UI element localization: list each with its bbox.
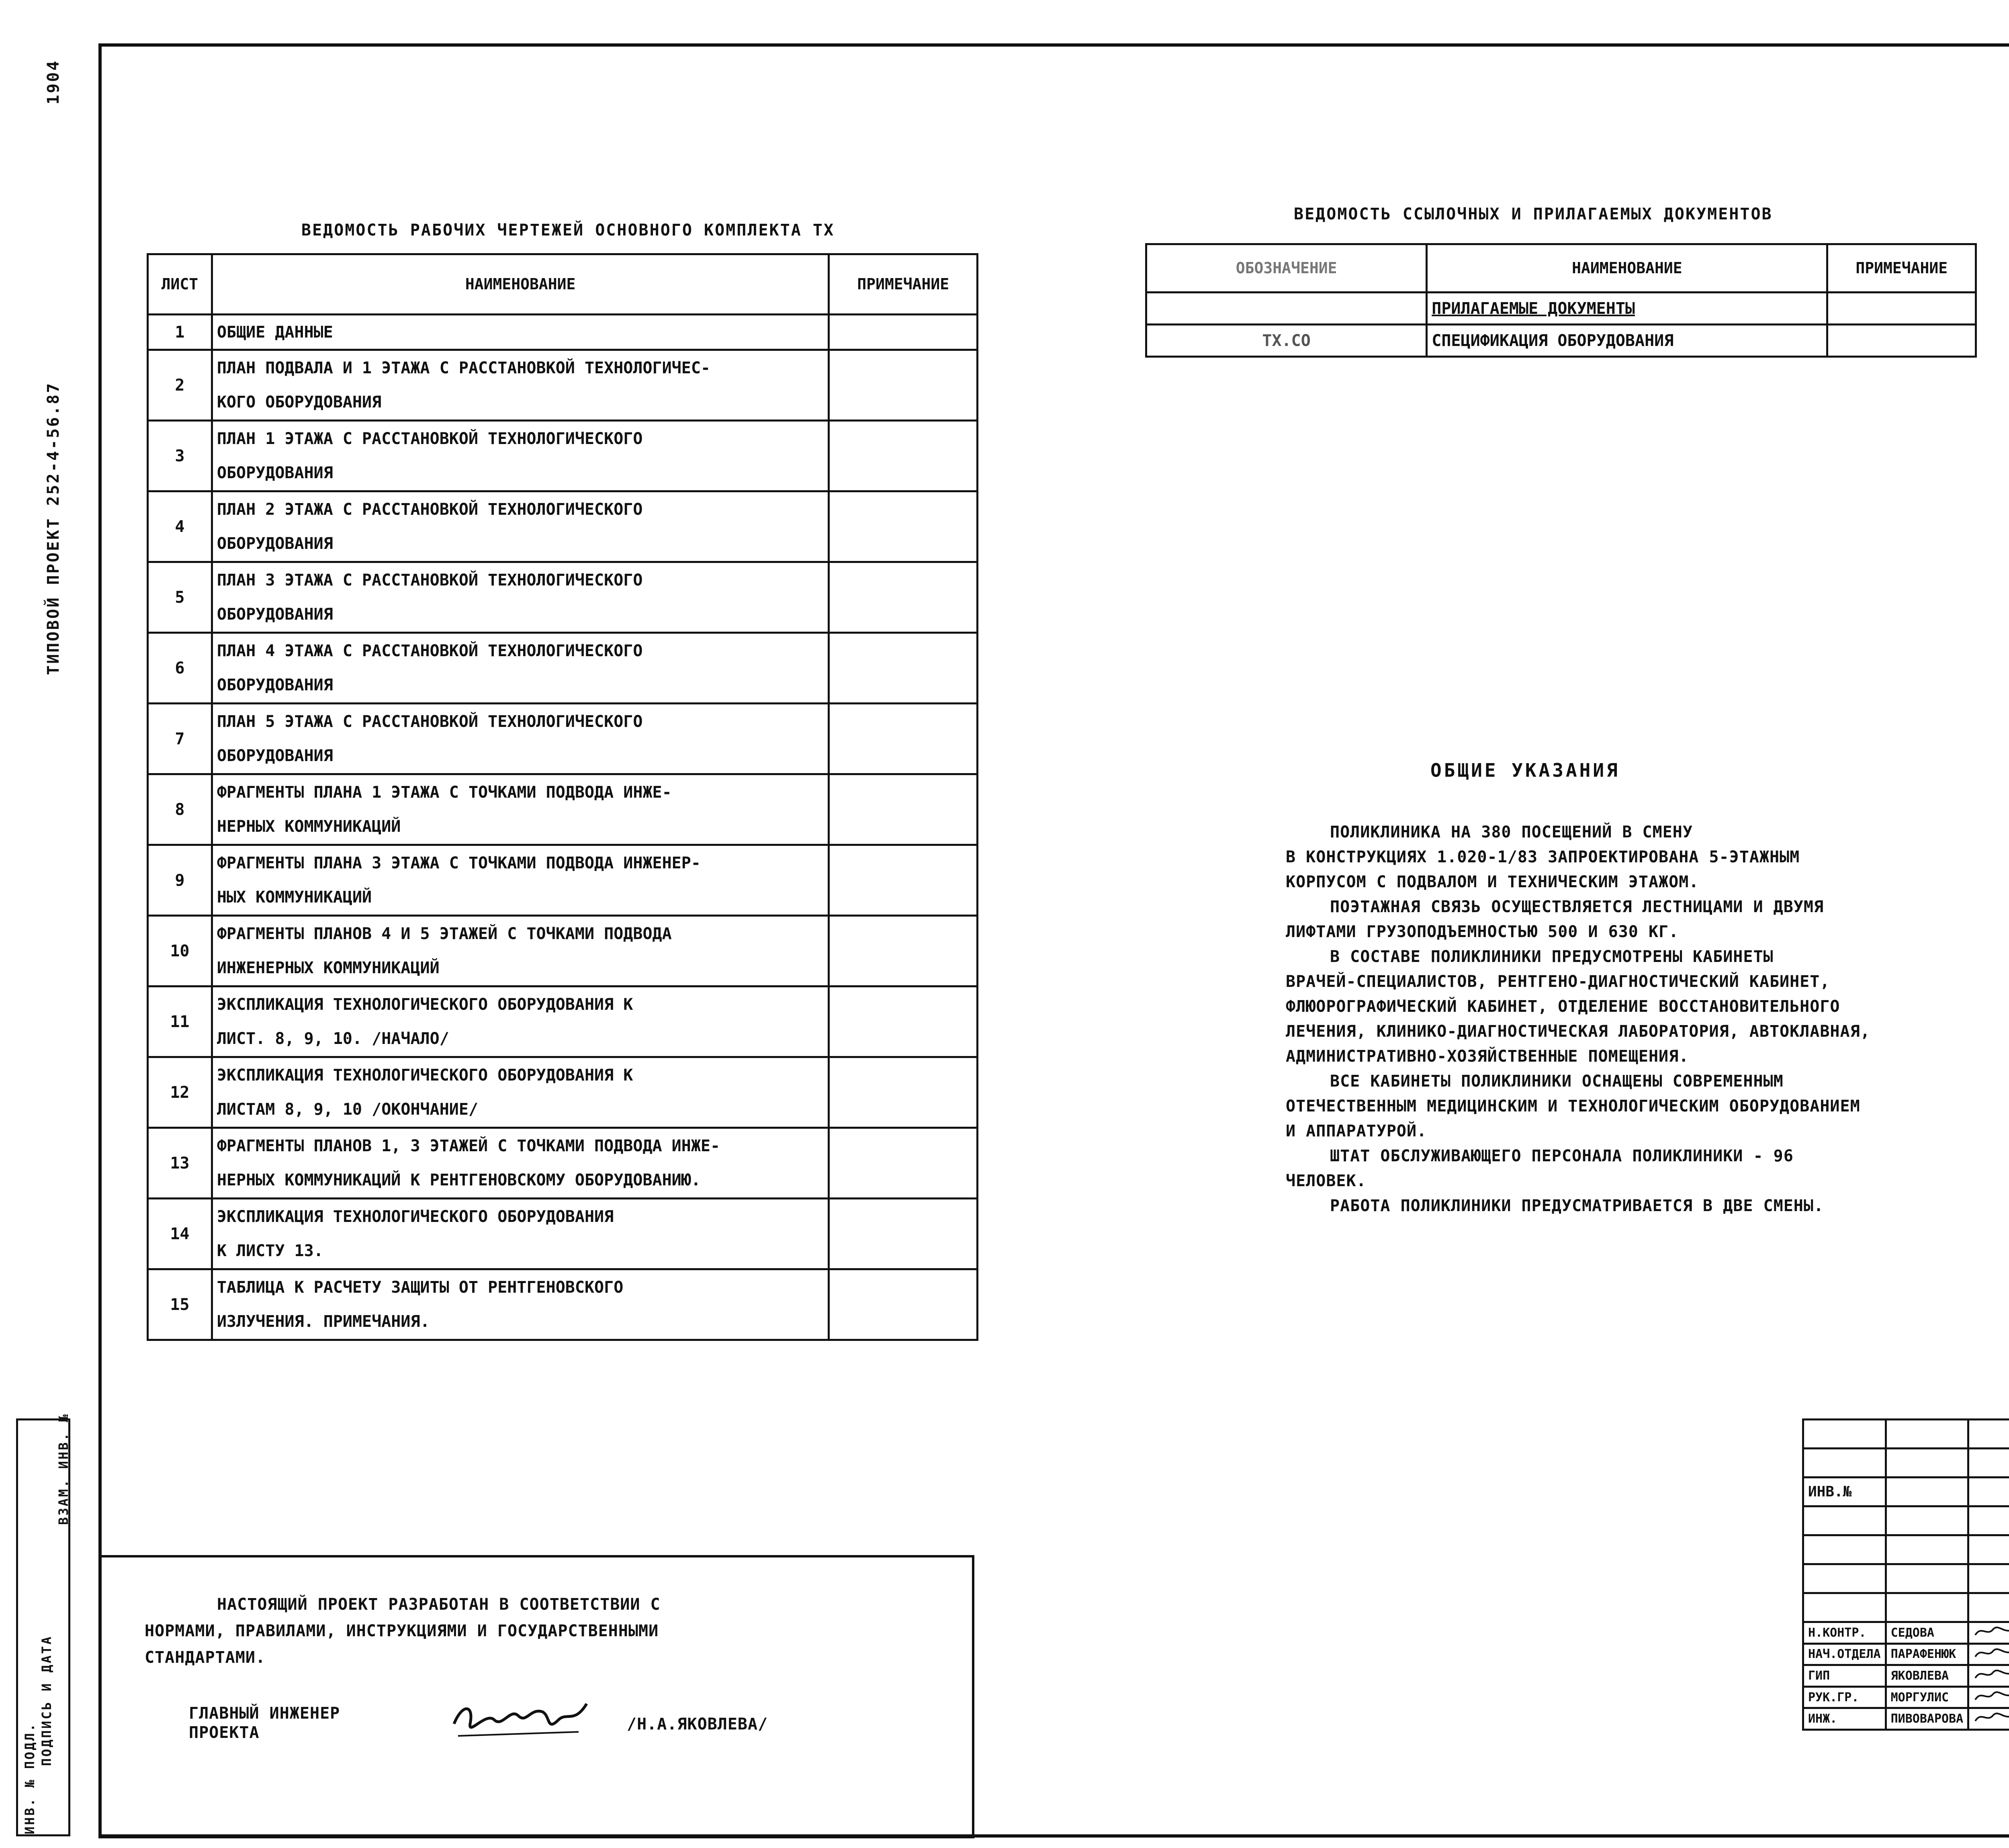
tb-cell xyxy=(1968,1564,2009,1593)
tb-staff-row xyxy=(1803,1643,2009,1665)
drawings-row-note xyxy=(829,562,978,633)
drawings-row-name: ПЛАН ПОДВАЛА И 1 ЭТАЖА С РАССТАНОВКОЙ ТЕХНОЛОГИЧЕС- xyxy=(212,350,829,385)
general-line: ФЛЮОРОГРАФИЧЕСКИЙ КАБИНЕТ, ОТДЕЛЕНИЕ ВОССТАНОВИТЕЛЬНОГО xyxy=(1286,997,1840,1016)
tb-cell xyxy=(1968,1506,2009,1535)
tb-staff-row xyxy=(1803,1665,2009,1687)
drawings-row-name: КОГО ОБОРУДОВАНИЯ xyxy=(212,385,829,421)
drawings-row-name: ФРАГМЕНТЫ ПЛАНА 1 ЭТАЖА С ТОЧКАМИ ПОДВОДА ИНЖЕ- xyxy=(212,774,829,810)
refs-sub-note xyxy=(1827,293,1976,325)
staff-signature xyxy=(1968,1708,2009,1730)
drawings-row-sheet: 7 xyxy=(148,704,212,774)
drawings-row xyxy=(148,633,978,668)
refs-row-code: ТХ.СО xyxy=(1146,325,1427,357)
chief-engineer-label-2: ПРОЕКТА xyxy=(189,1723,260,1742)
drawings-row-sheet: 13 xyxy=(148,1128,212,1199)
staff-name: СЕДОВА xyxy=(1886,1622,1968,1644)
norms-line: СТАНДАРТАМИ. xyxy=(145,1648,266,1667)
tb-cell xyxy=(1886,1449,1968,1478)
drawings-row-name: ОБОРУДОВАНИЯ xyxy=(212,456,829,491)
tb-cell xyxy=(1968,1420,2009,1449)
general-line: ШТАТ ОБСЛУЖИВАЮЩЕГО ПЕРСОНАЛА ПОЛИКЛИНИКИ - 96 xyxy=(1330,1147,1794,1165)
drawings-row xyxy=(148,916,978,951)
general-line: ПОЭТАЖНАЯ СВЯЗЬ ОСУЩЕСТВЛЯЕТСЯ ЛЕСТНИЦАМИ И ДВУМЯ xyxy=(1330,898,1824,916)
general-title: ОБЩИЕ УКАЗАНИЯ xyxy=(1430,759,1620,781)
refs-row-note xyxy=(1827,325,1976,357)
tb-cell xyxy=(1803,1535,1886,1564)
drawings-row-name: ФРАГМЕНТЫ ПЛАНА 3 ЭТАЖА С ТОЧКАМИ ПОДВОДА ИНЖЕНЕР- xyxy=(212,845,829,880)
drawings-row-note xyxy=(829,986,978,1057)
tb-cell xyxy=(1886,1420,1968,1449)
tb-empty-row xyxy=(1803,1420,2009,1449)
staff-signature xyxy=(1968,1665,2009,1687)
refs-sub-code xyxy=(1146,293,1427,325)
general-line: ЛИФТАМИ ГРУЗОПОДЪЕМНОСТЬЮ 500 И 630 КГ. xyxy=(1286,923,1679,941)
title-block-grid xyxy=(1802,1418,2009,1731)
tb-cell xyxy=(1886,1593,1968,1622)
drawings-row-note xyxy=(829,1199,978,1269)
side-stamp-sign: ПОДПИСЬ И ДАТА xyxy=(39,1635,54,1766)
staff-role: НАЧ.ОТДЕЛА xyxy=(1803,1643,1886,1665)
drawings-row-name: ОБЩИЕ ДАННЫЕ xyxy=(212,315,829,350)
general-line: В КОНСТРУКЦИЯХ 1.020-1/83 ЗАПРОЕКТИРОВАНА 5-ЭТАЖНЫМ xyxy=(1286,848,1800,866)
drawings-row-name: ИНЖЕНЕРНЫХ КОММУНИКАЦИЙ xyxy=(212,951,829,986)
norms-line: НОРМАМИ, ПРАВИЛАМИ, ИНСТРУКЦИЯМИ И ГОСУДАРСТВЕННЫМИ xyxy=(145,1622,659,1640)
drawings-row-sheet: 6 xyxy=(148,633,212,704)
chief-engineer-name: /Н.А.ЯКОВЛЕВА/ xyxy=(627,1715,768,1733)
tb-cell xyxy=(1803,1420,1886,1449)
drawings-row-name: ЭКСПЛИКАЦИЯ ТЕХНОЛОГИЧЕСКОГО ОБОРУДОВАНИЯ xyxy=(212,1199,829,1234)
side-stamp-inv: ИНВ. № ПОДЛ. xyxy=(22,1722,37,1834)
tb-empty-row xyxy=(1803,1478,2009,1506)
drawings-title: ВЕДОМОСТЬ РАБОЧИХ ЧЕРТЕЖЕЙ ОСНОВНОГО КОМПЛЕКТА ТХ xyxy=(301,221,835,239)
drawings-row-name: ПЛАН 4 ЭТАЖА С РАССТАНОВКОЙ ТЕХНОЛОГИЧЕСКОГО xyxy=(212,633,829,668)
staff-role: ГИП xyxy=(1803,1665,1886,1687)
drawings-row xyxy=(148,845,978,880)
inv-label: ИНВ.№ xyxy=(1803,1478,1886,1506)
drawings-row-note xyxy=(829,1128,978,1199)
chief-engineer-label-1: ГЛАВНЫЙ ИНЖЕНЕР xyxy=(189,1704,340,1723)
staff-name: ЯКОВЛЕВА xyxy=(1886,1665,1968,1687)
side-stamp xyxy=(16,1412,71,1836)
tb-cell xyxy=(1886,1478,1968,1506)
drawings-row xyxy=(148,1128,978,1163)
drawings-row xyxy=(148,704,978,739)
tb-cell xyxy=(1968,1478,2009,1506)
drawings-row-sheet: 2 xyxy=(148,350,212,421)
drawings-row-note xyxy=(829,633,978,704)
drawings-row xyxy=(148,315,978,350)
drawings-table xyxy=(147,253,978,1341)
tb-cell xyxy=(1886,1535,1968,1564)
drawings-row-note xyxy=(829,350,978,421)
drawings-row-note xyxy=(829,1057,978,1128)
tb-empty-row xyxy=(1803,1593,2009,1622)
tb-staff-row xyxy=(1803,1708,2009,1730)
drawings-row-sheet: 1 xyxy=(148,315,212,350)
drawings-row-note xyxy=(829,1269,978,1340)
drawings-row xyxy=(148,421,978,456)
drawings-row-sheet: 11 xyxy=(148,986,212,1057)
tb-cell xyxy=(1968,1449,2009,1478)
general-line: ВРАЧЕЙ-СПЕЦИАЛИСТОВ, РЕНТГЕНО-ДИАГНОСТИЧЕСКИЙ КАБИНЕТ, xyxy=(1286,972,1830,991)
drawings-row xyxy=(148,1269,978,1305)
drawings-row-sheet: 3 xyxy=(148,421,212,491)
drawings-row-note xyxy=(829,704,978,774)
drawings-row-name: ФРАГМЕНТЫ ПЛАНОВ 1, 3 ЭТАЖЕЙ С ТОЧКАМИ ПОДВОДА ИНЖЕ- xyxy=(212,1128,829,1163)
drawings-row-name: ОБОРУДОВАНИЯ xyxy=(212,598,829,633)
general-line: КОРПУСОМ С ПОДВАЛОМ И ТЕХНИЧЕСКИМ ЭТАЖОМ. xyxy=(1286,873,1699,891)
general-line: В СОСТАВЕ ПОЛИКЛИНИКИ ПРЕДУСМОТРЕНЫ КАБИНЕТЫ xyxy=(1330,948,1774,966)
tb-empty-row xyxy=(1803,1564,2009,1593)
drawings-row-name: НЕРНЫХ КОММУНИКАЦИЙ xyxy=(212,810,829,845)
drawings-row-name: ОБОРУДОВАНИЯ xyxy=(212,739,829,774)
drawings-row-name: ИЗЛУЧЕНИЯ. ПРИМЕЧАНИЯ. xyxy=(212,1305,829,1340)
drawings-row-name: К ЛИСТУ 13. xyxy=(212,1234,829,1269)
chief-engineer-signature xyxy=(450,1688,595,1748)
refs-header-code: ОБОЗНАЧЕНИЕ xyxy=(1146,244,1427,293)
drawings-header-note: ПРИМЕЧАНИЕ xyxy=(829,254,978,315)
general-line: РАБОТА ПОЛИКЛИНИКИ ПРЕДУСМАТРИВАЕТСЯ В ДВЕ СМЕНЫ. xyxy=(1330,1197,1824,1215)
general-line: ЛЕЧЕНИЯ, КЛИНИКО-ДИАГНОСТИЧЕСКАЯ ЛАБОРАТОРИЯ, АВТОКЛАВНАЯ, xyxy=(1286,1022,1870,1041)
refs-header-name: НАИМЕНОВАНИЕ xyxy=(1427,244,1827,293)
title-block xyxy=(1802,1418,2009,1838)
drawings-row-note xyxy=(829,421,978,491)
drawings-header-sheet: ЛИСТ xyxy=(148,254,212,315)
side-code: 1904 xyxy=(44,59,63,104)
chief-engineer-label xyxy=(189,1704,340,1742)
drawings-row-name: ПЛАН 5 ЭТАЖА С РАССТАНОВКОЙ ТЕХНОЛОГИЧЕСКОГО xyxy=(212,704,829,739)
drawings-row-note xyxy=(829,491,978,562)
staff-name: ПИВОВАРОВА xyxy=(1886,1708,1968,1730)
tb-cell xyxy=(1803,1449,1886,1478)
refs-title: ВЕДОМОСТЬ ССЫЛОЧНЫХ И ПРИЛАГАЕМЫХ ДОКУМЕНТОВ xyxy=(1294,205,1773,223)
drawings-row-note xyxy=(829,315,978,350)
tb-empty-row xyxy=(1803,1535,2009,1564)
norms-line: НАСТОЯЩИЙ ПРОЕКТ РАЗРАБОТАН В СООТВЕТСТВИИ С xyxy=(217,1595,661,1614)
side-stamp-vzam: ВЗАМ. ИНВ. № xyxy=(56,1412,71,1525)
drawings-row-sheet: 4 xyxy=(148,491,212,562)
tb-cell xyxy=(1886,1506,1968,1535)
general-line: ВСЕ КАБИНЕТЫ ПОЛИКЛИНИКИ ОСНАЩЕНЫ СОВРЕМЕННЫМ xyxy=(1330,1072,1784,1091)
drawings-row-name: НЫХ КОММУНИКАЦИЙ xyxy=(212,880,829,916)
tb-cell xyxy=(1803,1506,1886,1535)
general-line: АДМИНИСТРАТИВНО-ХОЗЯЙСТВЕННЫЕ ПОМЕЩЕНИЯ. xyxy=(1286,1047,1689,1066)
drawings-row xyxy=(148,562,978,598)
drawings-row-name: ЛИСТ. 8, 9, 10. /НАЧАЛО/ xyxy=(212,1022,829,1057)
drawings-row xyxy=(148,1057,978,1093)
drawings-row-name: ЭКСПЛИКАЦИЯ ТЕХНОЛОГИЧЕСКОГО ОБОРУДОВАНИЯ К xyxy=(212,986,829,1022)
tb-cell xyxy=(1803,1593,1886,1622)
general-line: ЧЕЛОВЕК. xyxy=(1286,1172,1367,1190)
drawings-row xyxy=(148,774,978,810)
drawings-row-sheet: 15 xyxy=(148,1269,212,1340)
refs-row-name: СПЕЦИФИКАЦИЯ ОБОРУДОВАНИЯ xyxy=(1427,325,1827,357)
drawings-row-sheet: 9 xyxy=(148,845,212,916)
refs-subheader: ПРИЛАГАЕМЫЕ ДОКУМЕНТЫ xyxy=(1427,293,1827,325)
tb-cell xyxy=(1886,1564,1968,1593)
drawings-row-name: НЕРНЫХ КОММУНИКАЦИЙ К РЕНТГЕНОВСКОМУ ОБОРУДОВАНИЮ. xyxy=(212,1163,829,1199)
staff-role: Н.КОНТР. xyxy=(1803,1622,1886,1644)
drawings-row-sheet: 8 xyxy=(148,774,212,845)
drawings-row-sheet: 10 xyxy=(148,916,212,986)
drawings-row-name: ПЛАН 3 ЭТАЖА С РАССТАНОВКОЙ ТЕХНОЛОГИЧЕСКОГО xyxy=(212,562,829,598)
tb-empty-row xyxy=(1803,1506,2009,1535)
general-line: И АППАРАТУРОЙ. xyxy=(1286,1122,1427,1140)
tb-cell xyxy=(1968,1535,2009,1564)
norms-note xyxy=(145,1591,968,1671)
tb-staff-row xyxy=(1803,1622,2009,1644)
drawings-row-name: ОБОРУДОВАНИЯ xyxy=(212,527,829,562)
drawings-row-note xyxy=(829,916,978,986)
drawings-row-name: ЭКСПЛИКАЦИЯ ТЕХНОЛОГИЧЕСКОГО ОБОРУДОВАНИЯ К xyxy=(212,1057,829,1093)
drawings-row-name: ПЛАН 2 ЭТАЖА С РАССТАНОВКОЙ ТЕХНОЛОГИЧЕСКОГО xyxy=(212,491,829,527)
tb-staff-row xyxy=(1803,1686,2009,1708)
refs-header-note: ПРИМЕЧАНИЕ xyxy=(1827,244,1976,293)
drawings-row-name: ПЛАН 1 ЭТАЖА С РАССТАНОВКОЙ ТЕХНОЛОГИЧЕСКОГО xyxy=(212,421,829,456)
drawings-row-name: ФРАГМЕНТЫ ПЛАНОВ 4 И 5 ЭТАЖЕЙ С ТОЧКАМИ ПОДВОДА xyxy=(212,916,829,951)
drawings-row-name: ЛИСТАМ 8, 9, 10 /ОКОНЧАНИЕ/ xyxy=(212,1093,829,1128)
drawings-row-sheet: 5 xyxy=(148,562,212,633)
drawings-row-name: ОБОРУДОВАНИЯ xyxy=(212,668,829,704)
staff-signature xyxy=(1968,1686,2009,1708)
drawings-row-note xyxy=(829,774,978,845)
tb-cell xyxy=(1968,1593,2009,1622)
drawings-row xyxy=(148,986,978,1022)
general-notes xyxy=(1286,820,2009,1218)
tb-cell xyxy=(1803,1564,1886,1593)
drawings-row xyxy=(148,491,978,527)
drawings-row xyxy=(148,1199,978,1234)
staff-signature xyxy=(1968,1643,2009,1665)
drawings-row-note xyxy=(829,845,978,916)
staff-role: ИНЖ. xyxy=(1803,1708,1886,1730)
staff-role: РУК.ГР. xyxy=(1803,1686,1886,1708)
drawings-row-name: ТАБЛИЦА К РАСЧЕТУ ЗАЩИТЫ ОТ РЕНТГЕНОВСКОГО xyxy=(212,1269,829,1305)
refs-table xyxy=(1145,243,1977,358)
staff-name: МОРГУЛИС xyxy=(1886,1686,1968,1708)
tb-empty-row xyxy=(1803,1449,2009,1478)
drawings-row-sheet: 12 xyxy=(148,1057,212,1128)
general-line: ОТЕЧЕСТВЕННЫМ МЕДИЦИНСКИМ И ТЕХНОЛОГИЧЕСКИМ ОБОРУДОВАНИЕМ xyxy=(1286,1097,1860,1115)
side-project-text: ТИПОВОЙ ПРОЕКТ 252-4-56.87 xyxy=(44,381,63,675)
staff-signature xyxy=(1968,1622,2009,1644)
drawings-row-sheet: 14 xyxy=(148,1199,212,1269)
general-line: ПОЛИКЛИНИКА НА 380 ПОСЕЩЕНИЙ В СМЕНУ xyxy=(1330,823,1693,841)
drawings-header-name: НАИМЕНОВАНИЕ xyxy=(212,254,829,315)
drawings-row xyxy=(148,350,978,385)
staff-name: ПАРАФЕНЮК xyxy=(1886,1643,1968,1665)
